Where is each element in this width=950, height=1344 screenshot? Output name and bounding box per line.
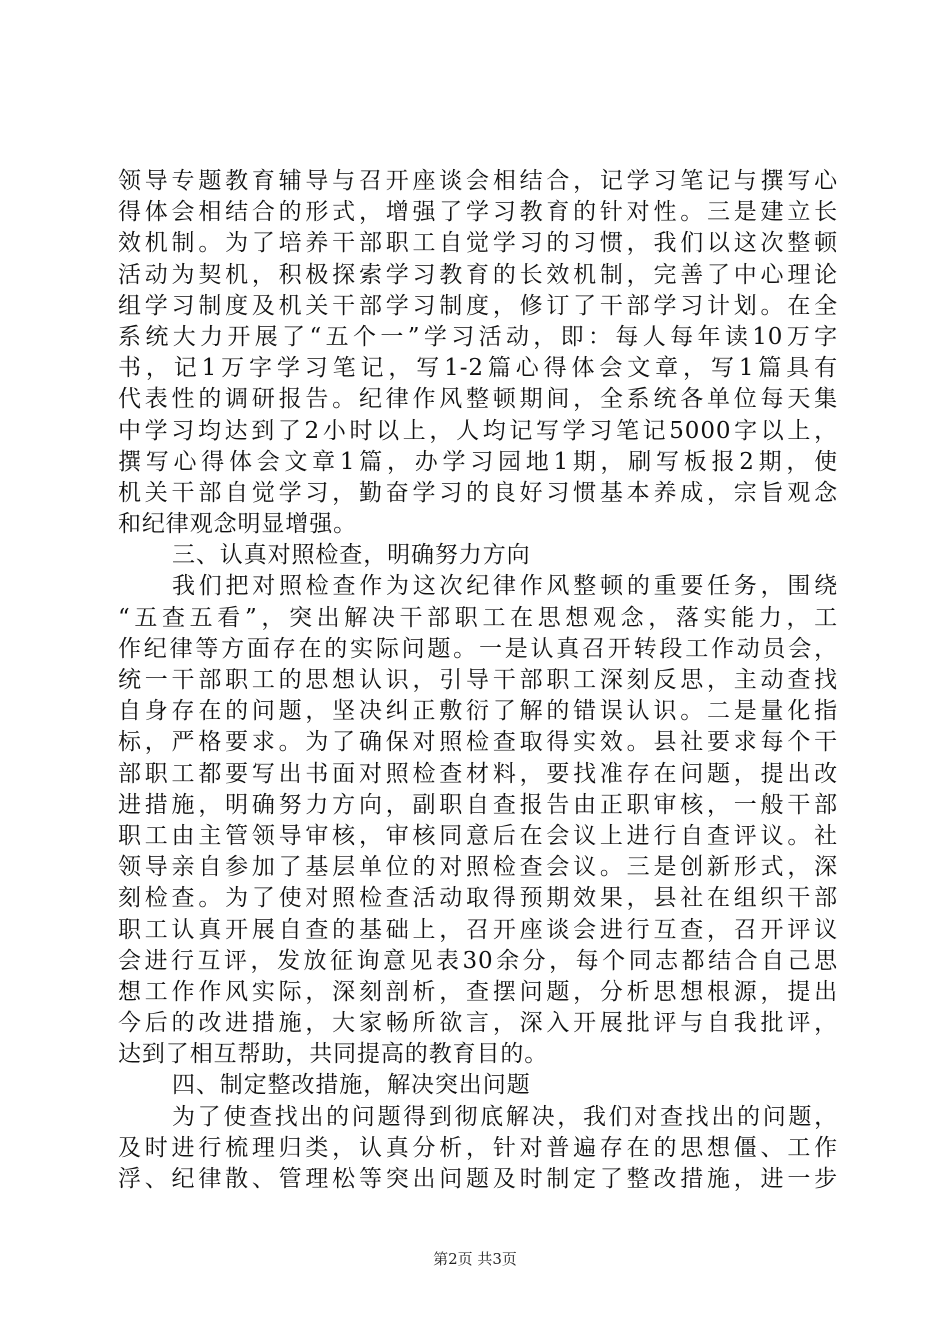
- text-line: 职工由主管领导审核，审核同意后在会议上进行自查评议。社: [118, 822, 838, 849]
- text-line: 领导专题教育辅导与召开座谈会相结合，记学习笔记与撰写心: [118, 168, 838, 194]
- text-line: 撰写心得体会文章1篇，办学习园地1期，刷写板报2期，使: [118, 448, 838, 475]
- text-line: 及时进行梳理归类，认真分析，针对普遍存在的思想僵、工作: [118, 1134, 838, 1161]
- text-line: 领导亲自参加了基层单位的对照检查会议。三是创新形式，深: [118, 854, 838, 881]
- text-line: 浮、纪律散、管理松等突出问题及时制定了整改措施，进一步: [118, 1166, 838, 1192]
- text-line: 机关干部自觉学习，勤奋学习的良好习惯基本养成，宗旨观念: [118, 479, 838, 506]
- text-line: 中学习均达到了2小时以上，人均记写学习笔记5000字以上，: [118, 417, 838, 444]
- text-line: 进措施，明确努力方向，副职自查报告由正职审核，一般干部: [118, 791, 838, 818]
- text-line: 代表性的调研报告。纪律作风整顿期间，全系统各单位每天集: [118, 386, 838, 413]
- text-line: 会进行互评，发放征询意见表30余分，每个同志都结合自己思: [118, 947, 838, 974]
- text-line: 今后的改进措施，大家畅所欲言，深入开展批评与自我批评，: [118, 1010, 838, 1037]
- text-line: 活动为契机，积极探索学习教育的长效机制，完善了中心理论: [118, 261, 838, 288]
- text-line: 作纪律等方面存在的实际问题。一是认真召开转段工作动员会，: [118, 635, 838, 662]
- text-line: 为了使查找出的问题得到彻底解决，我们对查找出的问题，: [172, 1103, 838, 1130]
- text-line: 标，严格要求。为了确保对照检查取得实效。县社要求每个干: [118, 729, 838, 756]
- text-line: 统一干部职工的思想认识，引导干部职工深刻反思，主动查找: [118, 667, 838, 693]
- text-line: 部职工都要写出书面对照检查材料，要找准存在问题，提出改: [118, 760, 838, 787]
- text-line: 达到了相互帮助，共同提高的教育目的。: [118, 1041, 549, 1068]
- text-line: 想工作作风实际，深刻剖析，查摆问题，分析思想根源，提出: [118, 978, 838, 1005]
- text-line: 和纪律观念明显增强。: [118, 511, 357, 538]
- page-footer: 第2页 共3页: [433, 1250, 517, 1268]
- text-line: 三、认真对照检查，明确努力方向: [172, 542, 531, 569]
- text-line: 效机制。为了培养干部职工自觉学习的习惯，我们以这次整顿: [118, 230, 838, 257]
- text-line: 组学习制度及机关干部学习制度，修订了干部学习计划。在全: [118, 292, 838, 319]
- text-line: 我们把对照检查作为这次纪律作风整顿的重要任务，围绕: [172, 573, 838, 600]
- text-line: 得体会相结合的形式，增强了学习教育的针对性。三是建立长: [118, 199, 838, 226]
- text-line: 系统大力开展了“五个一”学习活动，即：每人每年读10万字: [118, 323, 838, 350]
- text-line: 刻检查。为了使对照检查活动取得预期效果，县社在组织干部: [118, 885, 838, 912]
- text-line: 职工认真开展自查的基础上，召开座谈会进行互查，召开评议: [118, 916, 838, 943]
- text-line: 书，记1万字学习笔记，写1-2篇心得体会文章，写1篇具有: [118, 355, 838, 382]
- document-body: [118, 166, 838, 1195]
- text-line: 四、制定整改措施，解决突出问题: [172, 1072, 531, 1099]
- text-line: 自身存在的问题，坚决纠正敷衍了解的错误认识。二是量化指: [118, 698, 838, 725]
- text-line: “五查五看”，突出解决干部职工在思想观念，落实能力，工: [118, 604, 838, 631]
